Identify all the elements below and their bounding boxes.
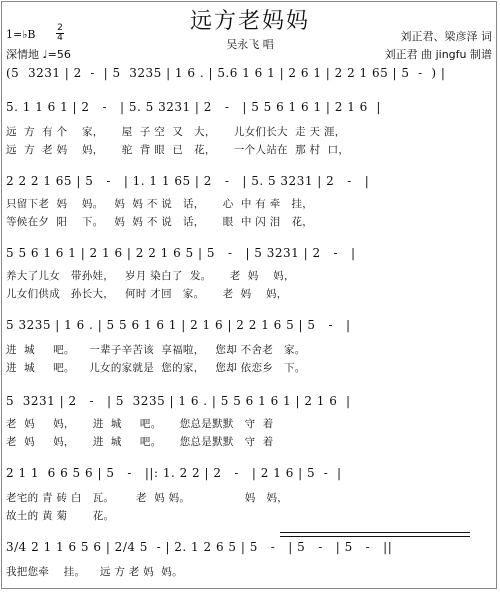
tie-line bbox=[280, 536, 470, 537]
system-2-lyric-1: 只留下老 妈 妈。 妈 妈 不 说 话， 心 中 有 牵 挂， bbox=[6, 198, 314, 210]
system-5-lyric-1: 老 妈 妈， 进 城 吧。 您总是默默 守 着 bbox=[6, 418, 274, 430]
system-6-notes: 2 1 1 6 6 5 6 | 5 - ||: 1. 2 2 | 2 - | 2 1 6 | 5 - | bbox=[6, 466, 342, 480]
system-3-notes: 5 5 6 1 6 1 | 2 1 6 | 2 2 1 6 5 | 5 - | 5 3231 | 2 - | bbox=[6, 246, 356, 260]
system-2-notes: 2 2 2 1 65 | 5 - | 1. 1 1 65 | 2 - | 5. 5 3231 | 2 - | bbox=[6, 174, 370, 188]
tempo-mood: 深情地 ♩=56 bbox=[6, 48, 71, 61]
system-4-lyric-2: 进 城 吧。 儿女的家就是 您的家， 您却 依恋乡 下。 bbox=[6, 362, 306, 374]
system-5-notes: 5 3231 | 2 - | 5 3235 | 1 6 . | 5 5 6 1 6 1 | 2 1 6 | bbox=[6, 394, 351, 408]
system-7-notes: 3/4 2 1 1 6 5 6 | 2/4 5 - | 2. 1 2 6 5 | 5 - | 5 - | 5 - || bbox=[6, 540, 393, 554]
system-4-notes: 5 3235 | 1 6 . | 5 5 6 1 6 1 | 2 1 6 | 2 2 1 6 5 | 5 - | bbox=[6, 318, 351, 332]
lyricist-credit: 刘正君、梁彦泽 词 bbox=[400, 30, 492, 43]
tie-line bbox=[280, 532, 470, 533]
composer-credit: 刘正君 曲 jingfu 制谱 bbox=[384, 48, 492, 61]
system-4-lyric-1: 进 城 吧。 一辈子辛苦该 享福啦， 您却 不舍老 家。 bbox=[6, 344, 306, 356]
time-signature bbox=[56, 24, 64, 43]
meter-bottom: 4 bbox=[57, 33, 63, 43]
system-1-notes: 5. 1 1 6 1 | 2 - | 5. 5 3231 | 2 - | 5 5 6 1 6 1 | 2 1 6 | bbox=[6, 100, 381, 114]
system-1-lyric-1: 远 方 有 个 家， 屋 子 空 又 大， 儿女们长大 走 天 涯， bbox=[6, 126, 346, 138]
system-5-lyric-2: 老 妈 妈， 进 城 吧。 您总是默默 守 着 bbox=[6, 436, 274, 448]
system-2-lyric-2: 等候在夕 阳 下。 妈 妈 不 说 话， 眼 中 闪 泪 花， bbox=[6, 216, 314, 228]
system-3-lyric-2: 儿女们供成 孙长大， 何时 才回 家。 老 妈 妈， bbox=[6, 288, 288, 300]
system-3-lyric-1: 养大了儿女 带孙娃， 岁月 染白了 发。 老 妈 妈， bbox=[6, 270, 295, 282]
system-1-lyric-2: 远 方 老 妈 妈， 驼 背 眼 已 花， 一个人站在 那 村 口， bbox=[6, 144, 350, 156]
meter-top: 2 bbox=[57, 23, 63, 33]
singer-credit: 吴永飞 唱 bbox=[226, 38, 274, 51]
song-title: 远方老妈妈 bbox=[189, 9, 310, 34]
intro-notes: (5 3231 | 2 - | 5 3235 | 1 6 . | 5.6 1 6 1 | 2 6 1 | 2 2 1 65 | 5 - ) | bbox=[6, 66, 446, 80]
key-signature: 1=♭B bbox=[6, 28, 36, 41]
system-6-lyric-1: 老宅的 青 砖 白 瓦。 老 妈 妈。 妈 妈， bbox=[6, 492, 289, 504]
system-6-lyric-2: 故土的 黄 菊 花。 bbox=[6, 510, 115, 522]
system-7-lyric-1: 我把您牵 挂。 远 方 老 妈 妈。 bbox=[6, 566, 183, 578]
